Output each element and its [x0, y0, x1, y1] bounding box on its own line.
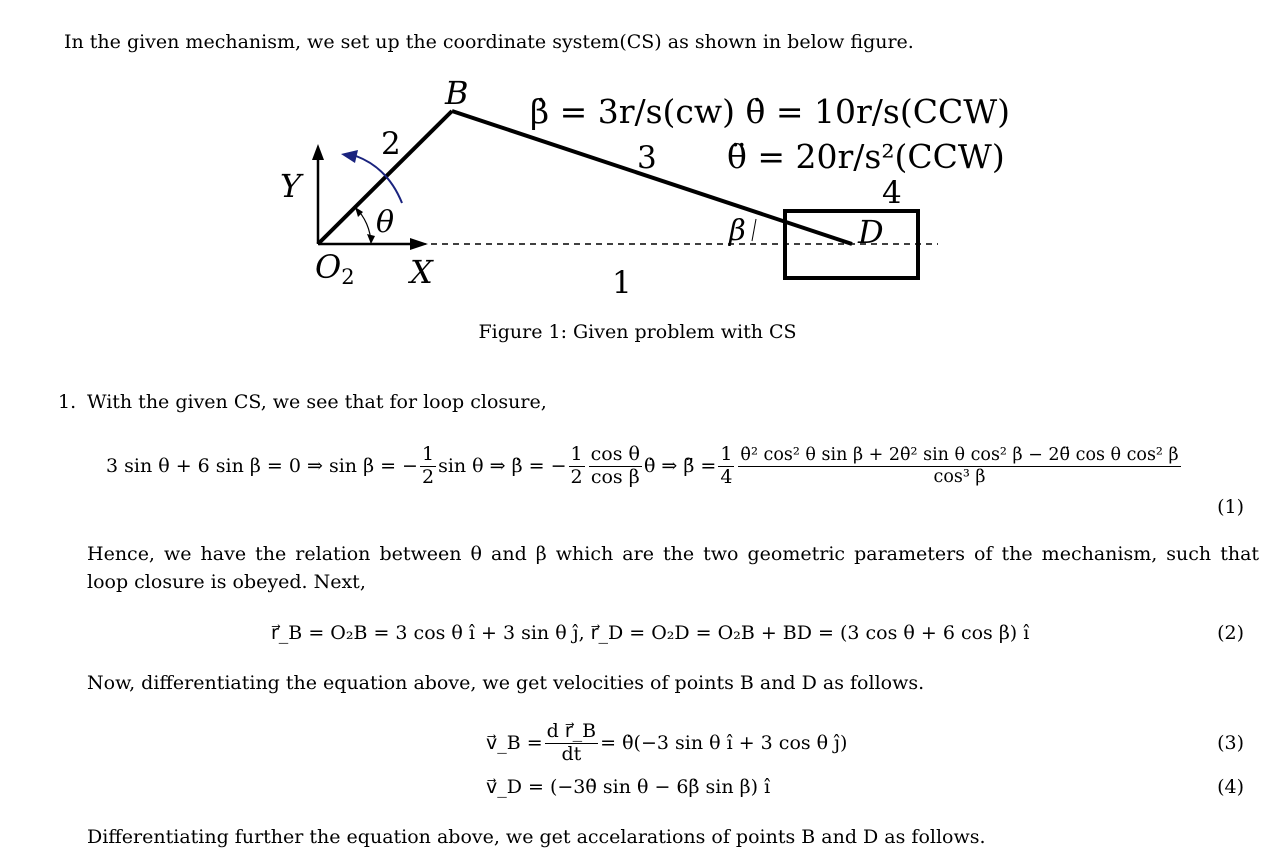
list-item-number: 1.	[58, 391, 77, 413]
equation-3-number: (3)	[1217, 732, 1244, 754]
y-axis-arrowhead	[312, 144, 324, 160]
beta-mark	[752, 219, 756, 241]
label-O: O	[315, 248, 342, 286]
label-Y: Y	[280, 167, 302, 205]
equation-4: v⃗_D = (−3θ̇ sin θ − 6β̇ sin β) î	[486, 776, 771, 798]
equation-1-number: (1)	[1217, 496, 1244, 518]
label-2: 2	[381, 126, 401, 162]
given-values-line1: β̇ = 3r/s(cw) θ̇ = 10r/s(CCW)	[530, 92, 1010, 131]
equation-1: 3 sin θ + 6 sin β = 0 ⇒ sin β = − $\frac{1}{2}$ sin θ ⇒ β̇ = − $\frac{1}{2}$ $\frac{\text{cos θ}}{\text{cos β}}$ θ̇ ⇒ β̈ = $\frac{1}{4}$ $\frac{\text{θ̇² cos² θ sin β + 2θ̇² sin θ cos² β − 2θ̈ cos θ cos² β}}{\text{cos³ β}}$	[106, 442, 1179, 488]
paragraph-3: Differentiating further the equation above, we get accelarations of points B and D as follows.	[87, 826, 986, 848]
list-item-text: With the given CS, we see that for loop closure,	[87, 391, 547, 413]
label-3: 3	[637, 140, 657, 176]
given-values-line2: θ̈ = 20r/s²(CCW)	[727, 137, 1005, 176]
paragraph-2: Now, differentiating the equation above, we get velocities of points B and D as follows.	[87, 672, 925, 694]
label-4: 4	[882, 175, 902, 211]
label-X: X	[410, 253, 433, 291]
x-axis-arrowhead	[410, 238, 428, 250]
label-D: D	[858, 213, 884, 251]
theta-arc-arrow-bottom	[367, 234, 375, 244]
intro-text: In the given mechanism, we set up the coordinate system(CS) as shown in below figure.	[64, 31, 914, 53]
figure-caption: Figure 1: Given problem with CS	[478, 321, 797, 343]
equation-2-number: (2)	[1217, 622, 1244, 644]
equation-2: r⃗_B = O₂B = 3 cos θ î + 3 sin θ ĵ, r⃗_D = O₂D = O₂B + BD = (3 cos θ + 6 cos β) î	[271, 622, 1030, 644]
label-theta: θ	[376, 205, 395, 240]
equation-4-number: (4)	[1217, 776, 1244, 798]
paragraph-1-line-2: loop closure is obeyed. Next,	[87, 571, 366, 593]
equation-3: v⃗_B = $\frac{\text{d r⃗\_B}}{dt}$ = θ̇(−3 sin θ î + 3 cos θ ĵ)	[486, 719, 848, 765]
label-beta: β	[729, 213, 746, 247]
label-O2	[315, 248, 355, 289]
label-B: B	[445, 74, 469, 112]
label-O-sub: 2	[341, 265, 355, 289]
rotation-arrow-icon	[356, 156, 402, 203]
paragraph-1-line-1: Hence, we have the relation between θ and β which are the two geometric parameters of the mechanism, such that	[87, 543, 1260, 565]
label-1: 1	[612, 265, 632, 301]
